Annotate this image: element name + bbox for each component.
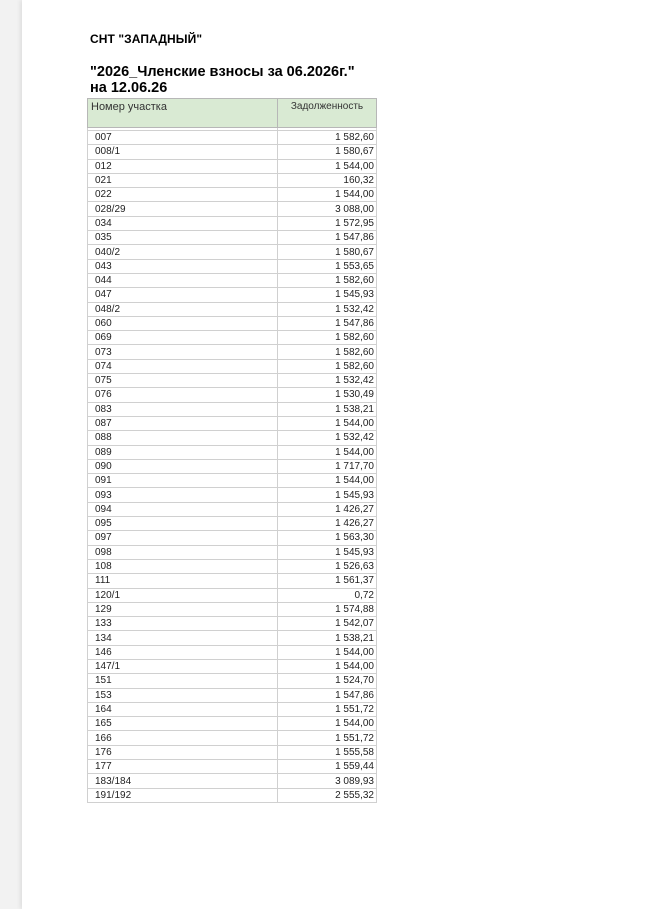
- plot-number-cell: 040/2: [88, 245, 278, 259]
- plot-number-cell: 095: [88, 517, 278, 531]
- table-row: [88, 474, 377, 488]
- plot-number-cell: 177: [88, 760, 278, 774]
- table-row: [88, 402, 377, 416]
- plot-number-cell: 028/29: [88, 202, 278, 216]
- debt-amount-cell: 1 524,70: [278, 674, 377, 688]
- plot-number-cell: 093: [88, 488, 278, 502]
- table-row: [88, 131, 377, 145]
- debt-amount-cell: 1 545,93: [278, 288, 377, 302]
- debt-amount-cell: 3 088,00: [278, 202, 377, 216]
- table-row: [88, 488, 377, 502]
- plot-number-cell: 111: [88, 574, 278, 588]
- debt-amount-cell: 1 538,21: [278, 631, 377, 645]
- table-row: [88, 531, 377, 545]
- plot-number-cell: 129: [88, 602, 278, 616]
- plot-number-cell: 108: [88, 559, 278, 573]
- debt-amount-cell: 0,72: [278, 588, 377, 602]
- table-row: [88, 388, 377, 402]
- debt-amount-cell: 1 717,70: [278, 459, 377, 473]
- debt-amount-cell: 1 582,60: [278, 345, 377, 359]
- table-row: [88, 731, 377, 745]
- debt-table: [87, 98, 377, 803]
- plot-number-cell: 021: [88, 173, 278, 187]
- plot-number-cell: 147/1: [88, 659, 278, 673]
- table-row: [88, 559, 377, 573]
- plot-number-cell: 176: [88, 745, 278, 759]
- debt-amount-cell: 1 572,95: [278, 216, 377, 230]
- debt-amount-cell: 1 526,63: [278, 559, 377, 573]
- table-row: [88, 345, 377, 359]
- table-row: [88, 502, 377, 516]
- document-title: "2026_Членские взносы за 06.2026г.": [90, 64, 355, 80]
- plot-number-cell: 048/2: [88, 302, 278, 316]
- plot-number-cell: 165: [88, 717, 278, 731]
- debt-amount-cell: 1 532,42: [278, 302, 377, 316]
- debt-amount-cell: 1 574,88: [278, 602, 377, 616]
- debt-amount-cell: 1 559,44: [278, 760, 377, 774]
- plot-number-cell: 043: [88, 259, 278, 273]
- plot-number-cell: 151: [88, 674, 278, 688]
- debt-amount-cell: 3 089,93: [278, 774, 377, 788]
- table-row: [88, 645, 377, 659]
- table-row: [88, 717, 377, 731]
- debt-amount-cell: 1 544,00: [278, 717, 377, 731]
- debt-amount-cell: 1 544,00: [278, 659, 377, 673]
- plot-number-cell: 069: [88, 331, 278, 345]
- debt-amount-cell: 1 561,37: [278, 574, 377, 588]
- debt-amount-cell: 1 547,86: [278, 316, 377, 330]
- table-row: [88, 145, 377, 159]
- debt-amount-cell: 1 553,65: [278, 259, 377, 273]
- plot-number-cell: 153: [88, 688, 278, 702]
- debt-amount-cell: 1 582,60: [278, 359, 377, 373]
- debt-amount-cell: 1 544,00: [278, 474, 377, 488]
- table-row: [88, 273, 377, 287]
- table-row: [88, 631, 377, 645]
- debt-amount-cell: 1 582,60: [278, 273, 377, 287]
- plot-number-cell: 146: [88, 645, 278, 659]
- table-row: [88, 445, 377, 459]
- column-header-debt: Задолженность: [278, 99, 377, 128]
- debt-amount-cell: 1 532,42: [278, 431, 377, 445]
- plot-number-cell: 076: [88, 388, 278, 402]
- debt-amount-cell: 1 426,27: [278, 517, 377, 531]
- table-row: [88, 545, 377, 559]
- table-row: [88, 188, 377, 202]
- debt-amount-cell: 1 544,00: [278, 159, 377, 173]
- debt-amount-cell: 1 580,67: [278, 245, 377, 259]
- table-row: [88, 459, 377, 473]
- plot-number-cell: 034: [88, 216, 278, 230]
- table-row: [88, 674, 377, 688]
- column-header-plot-number: Номер участка: [88, 99, 278, 128]
- debt-amount-cell: 1 544,00: [278, 416, 377, 430]
- plot-number-cell: 120/1: [88, 588, 278, 602]
- document-page: [22, 0, 671, 909]
- table-row: [88, 316, 377, 330]
- debt-amount-cell: 1 544,00: [278, 645, 377, 659]
- plot-number-cell: 090: [88, 459, 278, 473]
- table-row: [88, 374, 377, 388]
- plot-number-cell: 007: [88, 131, 278, 145]
- table-row: [88, 702, 377, 716]
- debt-amount-cell: 1 580,67: [278, 145, 377, 159]
- plot-number-cell: 097: [88, 531, 278, 545]
- debt-amount-cell: 1 563,30: [278, 531, 377, 545]
- table-row: [88, 574, 377, 588]
- plot-number-cell: 047: [88, 288, 278, 302]
- table-row: [88, 259, 377, 273]
- debt-amount-cell: 1 530,49: [278, 388, 377, 402]
- plot-number-cell: 166: [88, 731, 278, 745]
- plot-number-cell: 191/192: [88, 788, 278, 802]
- plot-number-cell: 012: [88, 159, 278, 173]
- table-row: [88, 216, 377, 230]
- debt-amount-cell: 1 582,60: [278, 131, 377, 145]
- debt-amount-cell: 2 555,32: [278, 788, 377, 802]
- plot-number-cell: 087: [88, 416, 278, 430]
- table-row: [88, 602, 377, 616]
- table-row: [88, 745, 377, 759]
- table-row: [88, 760, 377, 774]
- table-row: [88, 159, 377, 173]
- debt-amount-cell: 1 547,86: [278, 231, 377, 245]
- plot-number-cell: 098: [88, 545, 278, 559]
- plot-number-cell: 133: [88, 617, 278, 631]
- report-date: на 12.06.26: [90, 80, 168, 96]
- debt-amount-cell: 1 582,60: [278, 331, 377, 345]
- debt-amount-cell: 1 532,42: [278, 374, 377, 388]
- plot-number-cell: 094: [88, 502, 278, 516]
- plot-number-cell: 022: [88, 188, 278, 202]
- table-row: [88, 431, 377, 445]
- table-header-row: [88, 99, 377, 128]
- debt-amount-cell: 1 545,93: [278, 545, 377, 559]
- debt-amount-cell: 1 544,00: [278, 445, 377, 459]
- plot-number-cell: 164: [88, 702, 278, 716]
- table-row: [88, 617, 377, 631]
- plot-number-cell: 134: [88, 631, 278, 645]
- debt-amount-cell: 1 545,93: [278, 488, 377, 502]
- table-row: [88, 173, 377, 187]
- debt-amount-cell: 1 551,72: [278, 702, 377, 716]
- debt-amount-cell: 1 544,00: [278, 188, 377, 202]
- table-row: [88, 245, 377, 259]
- plot-number-cell: 008/1: [88, 145, 278, 159]
- plot-number-cell: 183/184: [88, 774, 278, 788]
- table-row: [88, 688, 377, 702]
- plot-number-cell: 075: [88, 374, 278, 388]
- table-row: [88, 202, 377, 216]
- plot-number-cell: 073: [88, 345, 278, 359]
- table-row: [88, 774, 377, 788]
- debt-amount-cell: 160,32: [278, 173, 377, 187]
- plot-number-cell: 091: [88, 474, 278, 488]
- table-row: [88, 359, 377, 373]
- debt-amount-cell: 1 555,58: [278, 745, 377, 759]
- plot-number-cell: 060: [88, 316, 278, 330]
- plot-number-cell: 044: [88, 273, 278, 287]
- plot-number-cell: 035: [88, 231, 278, 245]
- debt-amount-cell: 1 538,21: [278, 402, 377, 416]
- plot-number-cell: 089: [88, 445, 278, 459]
- debt-amount-cell: 1 551,72: [278, 731, 377, 745]
- table-row: [88, 331, 377, 345]
- table-row: [88, 416, 377, 430]
- table-row: [88, 659, 377, 673]
- table-row: [88, 302, 377, 316]
- debt-amount-cell: 1 426,27: [278, 502, 377, 516]
- debt-amount-cell: 1 542,07: [278, 617, 377, 631]
- plot-number-cell: 083: [88, 402, 278, 416]
- table-row: [88, 231, 377, 245]
- table-row: [88, 788, 377, 802]
- table-row: [88, 588, 377, 602]
- table-row: [88, 517, 377, 531]
- debt-amount-cell: 1 547,86: [278, 688, 377, 702]
- table-row: [88, 288, 377, 302]
- plot-number-cell: 074: [88, 359, 278, 373]
- organization-name: СНТ "ЗАПАДНЫЙ": [90, 32, 203, 46]
- plot-number-cell: 088: [88, 431, 278, 445]
